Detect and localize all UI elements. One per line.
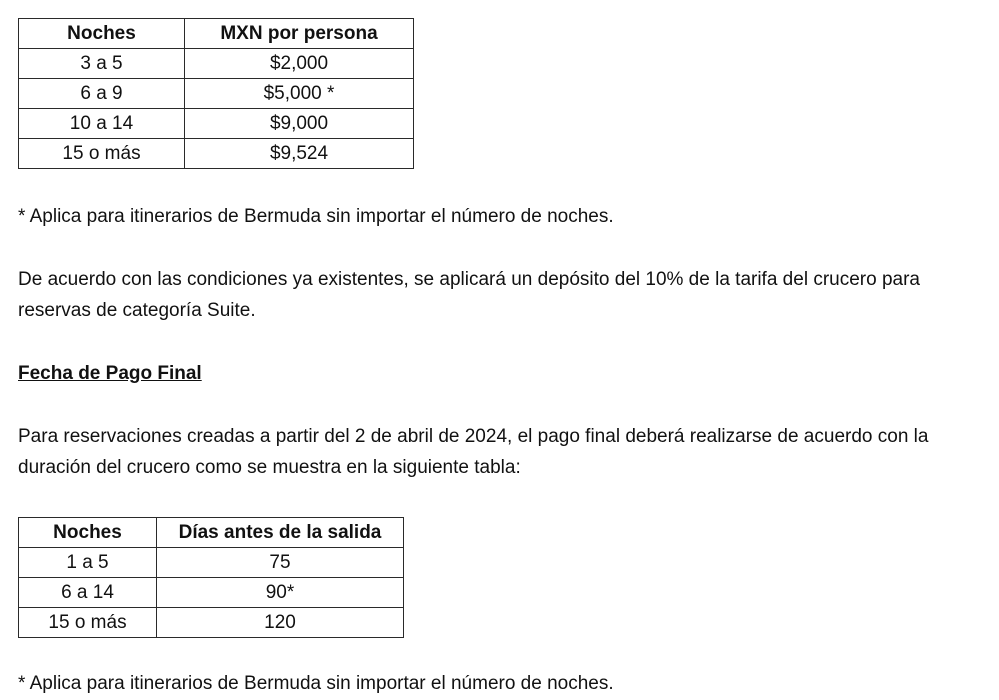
table-row (19, 79, 414, 109)
section-heading: Fecha de Pago Final (18, 363, 202, 384)
bermuda-note: * Aplica para itinerarios de Bermuda sin importar el número de noches. (18, 206, 614, 227)
table-cell: 90* (157, 578, 404, 608)
table-row (19, 578, 404, 608)
final-payment-paragraph: Para reservaciones creadas a partir del 2 de abril de 2024, el pago final deberá realizarse de acuerdo con la duración del crucero como se muestra en la siguiente tabla: (18, 426, 929, 478)
table-cell: 75 (157, 548, 404, 578)
table-cell: 10 a 14 (19, 109, 185, 139)
table-cell: 6 a 9 (19, 79, 185, 109)
deposit-paragraph: De acuerdo con las condiciones ya existentes, se aplicará un depósito del 10% de la tarifa del crucero para reservas de categoría Suite. (18, 269, 920, 321)
table-cell: 15 o más (19, 139, 185, 169)
table-cell: 3 a 5 (19, 49, 185, 79)
table-cell: $5,000 * (185, 79, 414, 109)
table-cell: 120 (157, 608, 404, 638)
table-cell: 6 a 14 (19, 578, 157, 608)
table-cell: $2,000 (185, 49, 414, 79)
table-header-row (19, 518, 404, 548)
column-header-noches: Noches (19, 19, 185, 49)
table-row (19, 139, 414, 169)
final-payment-table (18, 517, 404, 638)
table-header-row (19, 19, 414, 49)
table-row (19, 109, 414, 139)
table-row (19, 608, 404, 638)
table-cell: $9,524 (185, 139, 414, 169)
column-header-dias-antes-de-la-salida: Días antes de la salida (157, 518, 404, 548)
table-cell: 15 o más (19, 608, 157, 638)
column-header-noches: Noches (19, 518, 157, 548)
column-header-mxn-por-persona: MXN por persona (185, 19, 414, 49)
table-cell: 1 a 5 (19, 548, 157, 578)
deposit-table (18, 18, 414, 169)
table-row (19, 49, 414, 79)
bermuda-note: * Aplica para itinerarios de Bermuda sin importar el número de noches. (18, 673, 614, 694)
table-row (19, 548, 404, 578)
table-cell: $9,000 (185, 109, 414, 139)
